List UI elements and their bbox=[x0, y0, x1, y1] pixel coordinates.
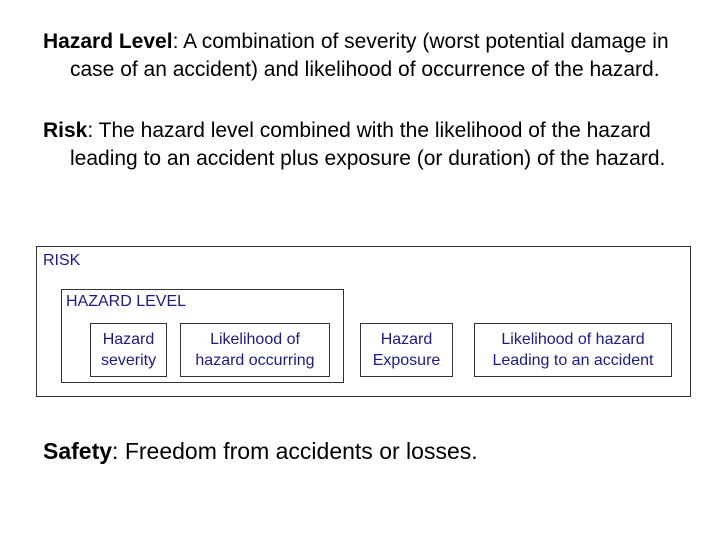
likelihood-occurring-line2: hazard occurring bbox=[195, 352, 315, 369]
hazard-severity-cell bbox=[90, 323, 167, 377]
definition-hazard-level bbox=[43, 28, 710, 84]
likelihood-occurring-cell bbox=[180, 323, 330, 377]
hazard-severity-line1: Hazard bbox=[102, 331, 155, 348]
definition-risk bbox=[43, 117, 710, 173]
hazard-severity-line2: severity bbox=[100, 352, 157, 369]
likelihood-accident-cell bbox=[474, 323, 672, 377]
definition-risk-text: : The hazard level combined with the likelihood of the hazard leading to an accident plus exposure (or duration) of the hazard. bbox=[70, 119, 666, 170]
likelihood-accident-line2: Leading to an accident bbox=[492, 352, 654, 369]
likelihood-accident-line1: Likelihood of hazard bbox=[501, 331, 645, 348]
term-risk: Risk bbox=[43, 119, 88, 142]
hazard-exposure-line1: Hazard bbox=[380, 331, 433, 348]
definition-hazard-level-text: : A combination of severity (worst potential damage in case of an accident) and likelihood of occurrence of the hazard. bbox=[70, 30, 669, 81]
term-hazard-level: Hazard Level bbox=[43, 30, 173, 53]
definition-safety-text: : Freedom from accidents or losses. bbox=[112, 438, 478, 464]
hazard-exposure-cell bbox=[360, 323, 453, 377]
risk-label: RISK bbox=[43, 252, 81, 269]
term-safety: Safety bbox=[43, 438, 113, 464]
definition-safety bbox=[43, 437, 710, 465]
hazard-level-label: HAZARD LEVEL bbox=[66, 293, 187, 310]
hazard-exposure-line2: Exposure bbox=[372, 352, 441, 369]
likelihood-occurring-line1: Likelihood of bbox=[210, 331, 300, 348]
